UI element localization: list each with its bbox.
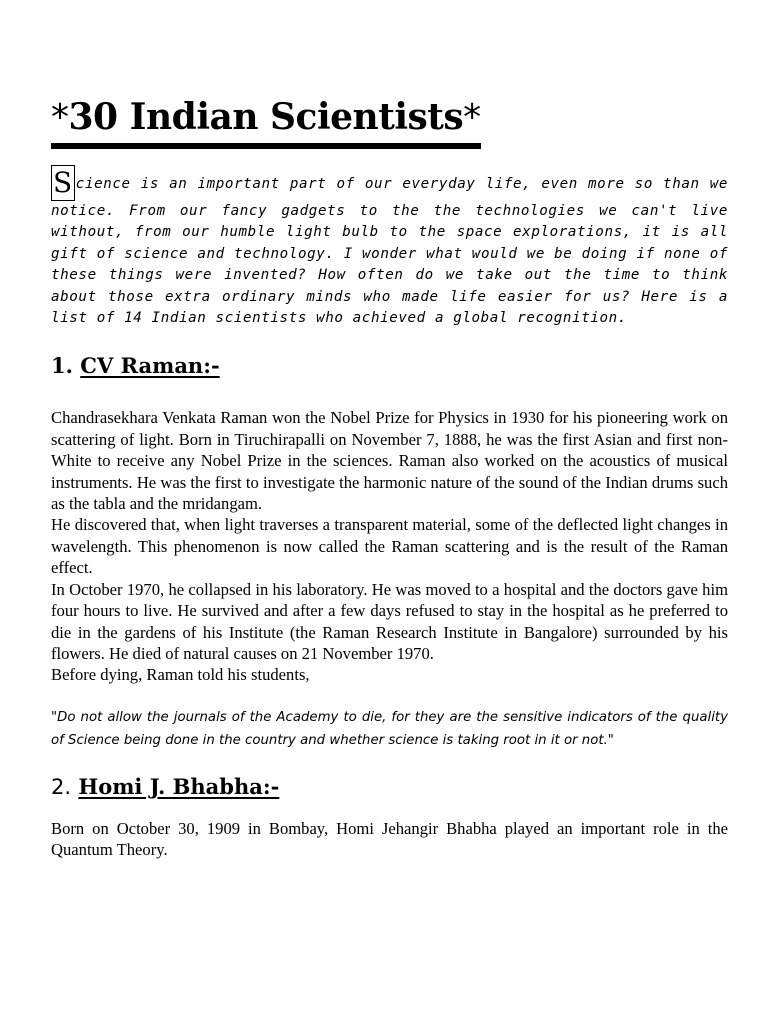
document-title <box>51 92 481 149</box>
section-number: 2. <box>51 774 72 799</box>
title-text: 30 Indian Scientists <box>68 96 464 138</box>
section-number: 1. <box>51 353 73 379</box>
document-page <box>51 92 728 861</box>
section-body-homi-bhabha <box>51 818 728 861</box>
paragraph: He discovered that, when light traverses a transparent material, some of the deflected light changes in wavelength. This phenomenon is now called the Raman scattering and is the result of the Raman effect. <box>51 515 728 578</box>
intro-paragraph <box>51 165 728 329</box>
paragraph: In October 1970, he collapsed in his laboratory. He was moved to a hospital and the doctors gave him four hours to live. He survived and after a few days refused to stay in the hospital as he preferred to die in the gardens of his Institute (the Raman Research Institute in Bangalore) surrounded by his flowers. He died of natural causes on 21 November 1970. <box>51 579 728 663</box>
section-heading-cv-raman <box>51 351 728 381</box>
paragraph: Born on October 30, 1909 in Bombay, Homi Jehangir Bhabha played an important role in the Quantum Theory. <box>51 818 728 860</box>
title-star-left: * <box>51 97 69 138</box>
section-heading-homi-bhabha <box>51 772 728 802</box>
raman-quote: "Do not allow the journals of the Academy to die, for they are the sensitive indicators of the quality of Science being done in the country and whether science is taking root in it or not." <box>51 709 728 748</box>
drop-cap: S <box>53 166 73 199</box>
section-name: Homi J. Bhabha:- <box>78 773 280 799</box>
intro-text: cience is an important part of our everyday life, even more so than we notice. From our fancy gadgets to the the technologies we can't live without, from our humble light bulb to the space explorations, it is all gift of science and technology. I wonder what would we be doing if none of these things were invented? How often do we take out the time to think about those extra ordinary minds who made life easier for us? Here is a list of 14 Indian scientists who achieved a global recognition. <box>51 176 728 327</box>
paragraph: Chandrasekhara Venkata Raman won the Nobel Prize for Physics in 1930 for his pioneering work on scattering of light. Born in Tiruchirapalli on November 7, 1888, he was the first Asian and first non-White to receive any Nobel Prize in the sciences. Raman also worked on the acoustics of musical instruments. He was the first to investigate the harmonic nature of the sound of the Indian drums such as the tabla and the mridangam. <box>51 408 728 514</box>
section-name: CV Raman:- <box>80 353 220 379</box>
section-body-cv-raman <box>51 407 728 685</box>
paragraph: Before dying, Raman told his students, <box>51 665 310 685</box>
title-star-right: * <box>463 97 481 138</box>
